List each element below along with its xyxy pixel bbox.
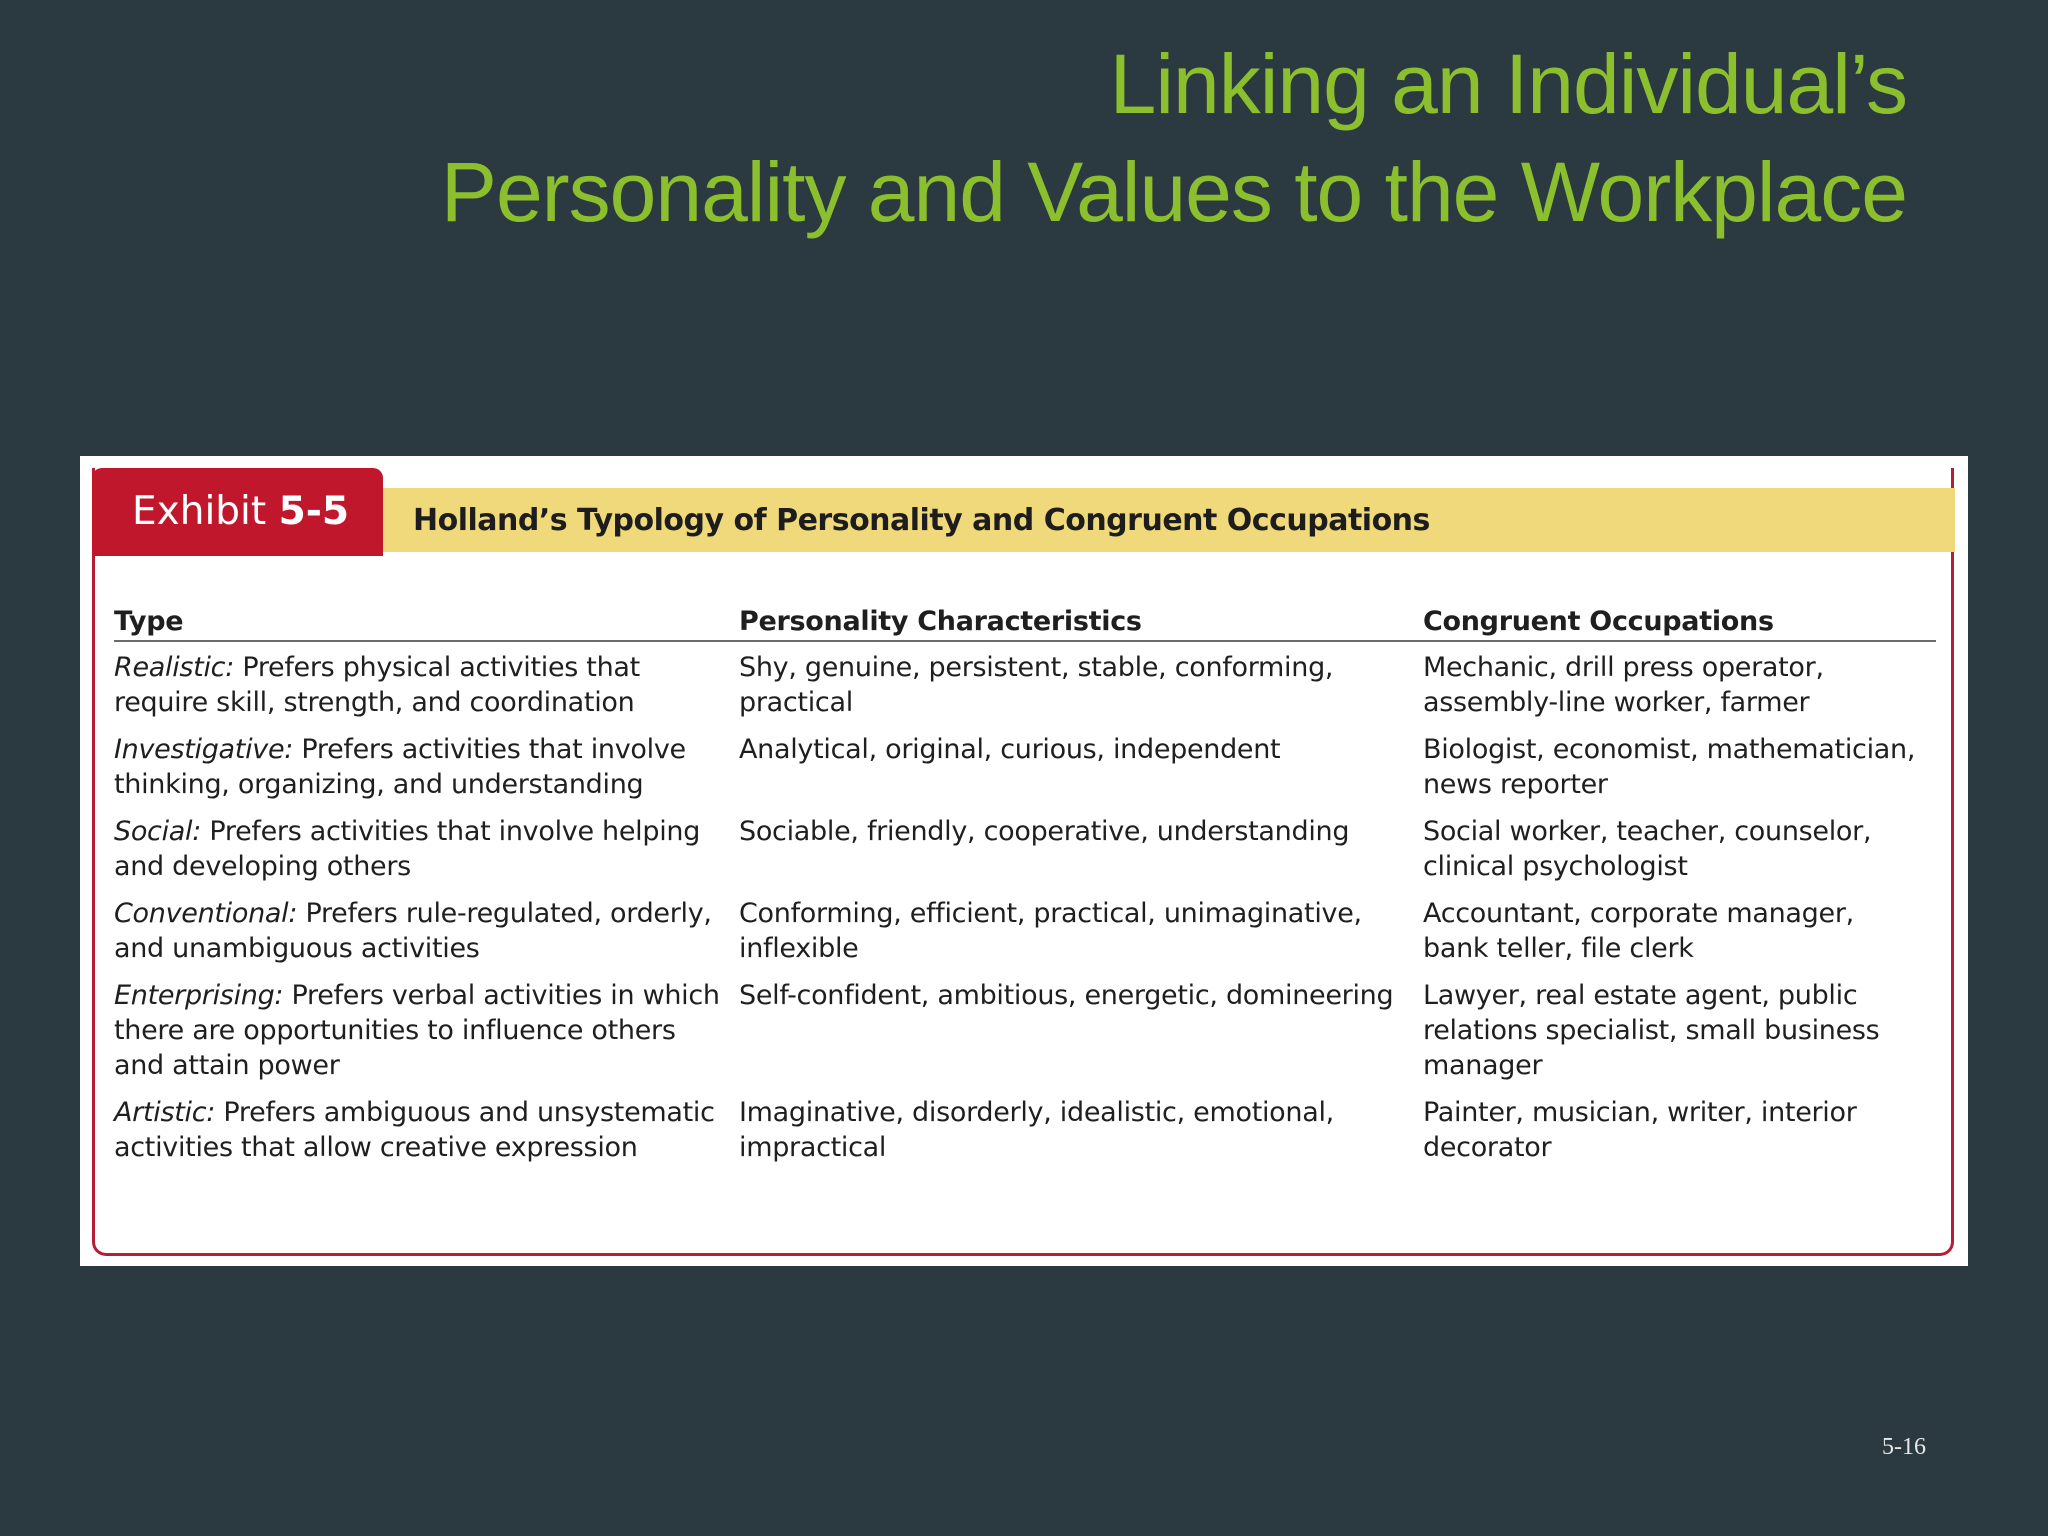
type-description: Prefers physical activities that require skill, strength, and coordination	[114, 652, 640, 718]
slide-number: 5-16	[1882, 1434, 1926, 1460]
type-name: Social:	[114, 816, 202, 847]
column-header-occupations: Congruent Occupations	[1423, 606, 1774, 637]
characteristics-cell: Analytical, original, curious, independent	[739, 734, 1281, 765]
type-description: Prefers ambiguous and unsystematic activities that allow creative expression	[114, 1097, 715, 1163]
type-description: Prefers rule-regulated, orderly, and unambiguous activities	[114, 898, 712, 964]
table-row	[114, 814, 1936, 884]
type-cell	[114, 732, 739, 802]
typology-table	[114, 604, 1936, 1177]
table-row	[114, 1095, 1936, 1165]
table-header-row	[114, 604, 1936, 642]
slide-title	[441, 30, 1907, 246]
type-cell	[114, 978, 739, 1083]
characteristics-cell: Imaginative, disorderly, idealistic, emotional, impractical	[739, 1097, 1334, 1163]
type-name: Enterprising:	[114, 980, 284, 1011]
occupations-cell: Mechanic, drill press operator, assembly-line worker, farmer	[1423, 652, 1824, 718]
characteristics-cell: Sociable, friendly, cooperative, understanding	[739, 816, 1350, 847]
exhibit-figure	[80, 456, 1968, 1266]
exhibit-tab	[92, 468, 383, 556]
type-cell	[114, 1095, 739, 1165]
type-cell	[114, 650, 739, 720]
exhibit-number: 5-5	[278, 489, 350, 534]
type-name: Investigative:	[114, 734, 294, 765]
type-name: Artistic:	[114, 1097, 216, 1128]
type-name: Realistic:	[114, 652, 235, 683]
occupations-cell: Accountant, corporate manager, bank teller, file clerk	[1423, 898, 1854, 964]
table-row	[114, 978, 1936, 1083]
occupations-cell: Painter, musician, writer, interior decorator	[1423, 1097, 1857, 1163]
occupations-cell: Lawyer, real estate agent, public relations specialist, small business manager	[1423, 980, 1880, 1081]
type-description: Prefers verbal activities in which there are opportunities to influence others and attain power	[114, 980, 720, 1081]
title-line-1: Linking an Individual’s	[1109, 37, 1907, 131]
occupations-cell: Social worker, teacher, counselor, clinical psychologist	[1423, 816, 1872, 882]
type-name: Conventional:	[114, 898, 298, 929]
title-line-2: Personality and Values to the Workplace	[440, 145, 1907, 239]
characteristics-cell: Shy, genuine, persistent, stable, conforming, practical	[739, 652, 1334, 718]
characteristics-cell: Conforming, efficient, practical, unimaginative, inflexible	[739, 898, 1362, 964]
table-row	[114, 896, 1936, 966]
type-description: Prefers activities that involve thinking, organizing, and understanding	[114, 734, 686, 800]
table-row	[114, 732, 1936, 802]
occupations-cell: Biologist, economist, mathematician, news reporter	[1423, 734, 1916, 800]
type-cell	[114, 814, 739, 884]
column-header-characteristics: Personality Characteristics	[739, 606, 1142, 637]
column-header-type: Type	[114, 606, 184, 637]
type-description: Prefers activities that involve helping and developing others	[114, 816, 701, 882]
characteristics-cell: Self-confident, ambitious, energetic, domineering	[739, 980, 1394, 1011]
exhibit-label: Exhibit	[132, 489, 267, 534]
type-cell	[114, 896, 739, 966]
exhibit-heading: Holland’s Typology of Personality and Congruent Occupations	[413, 503, 1430, 538]
table-row	[114, 650, 1936, 720]
